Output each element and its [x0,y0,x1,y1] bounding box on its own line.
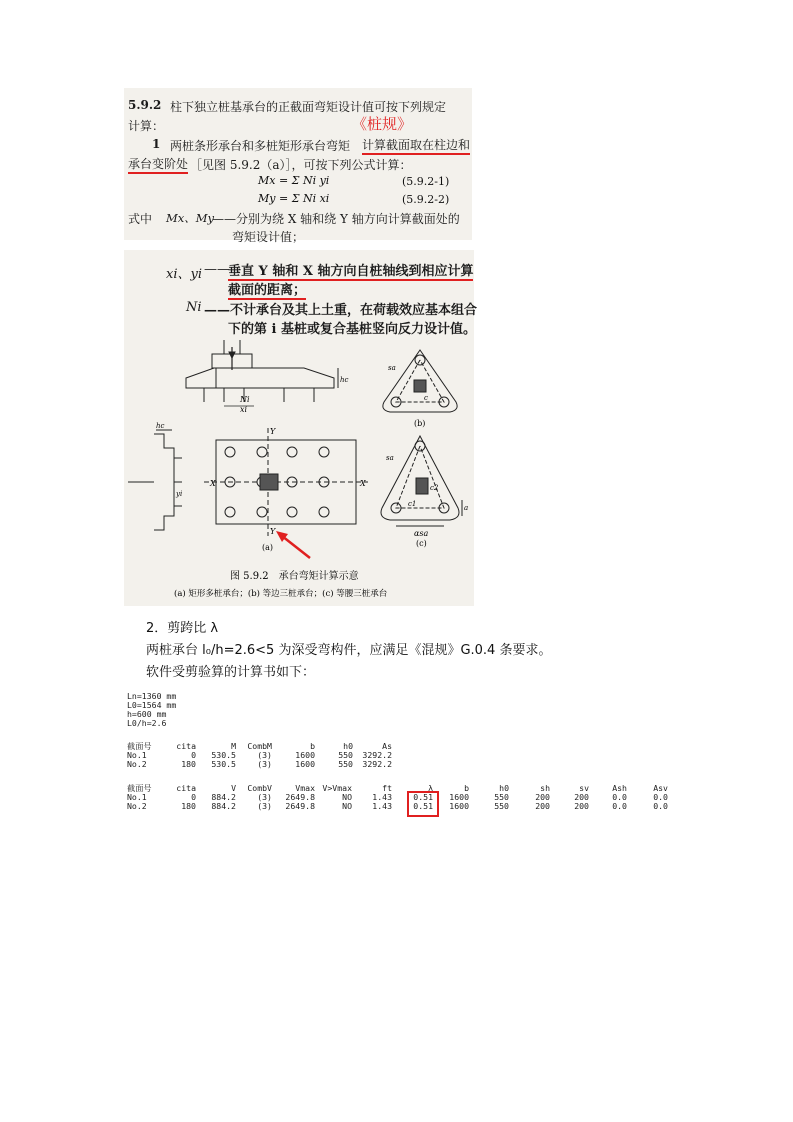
table-header-cell: CombM [247,741,272,751]
item-number: 1 [152,137,161,151]
table-cell: 2649.8 [285,792,315,802]
table-cell: 200 [574,792,589,802]
fig-label-a-c: a [464,504,469,512]
param-h: h=600 mm [127,709,167,719]
section-paragraph-1: 两桩承台 l₀/h=2.6<5 为深受弯构件，应满足《混规》G.0.4 条要求。 [146,643,552,658]
table-cell: 0 [191,750,196,760]
table-header-cell: 截面号 [127,741,152,751]
table-header-cell: cita [176,741,196,751]
table-cell: (3) [257,759,272,769]
table-cell: 0.0 [612,792,627,802]
table-cell: 0.51 [413,792,433,802]
xy-desc-highlight-1: 垂直 Y 轴和 X 轴方向自桩轴线到相应计算 [228,260,473,281]
param-ratio: L0/h=2.6 [127,718,167,728]
table-cell: 180 [181,759,196,769]
fig-label-h0: hc [340,376,349,384]
item-text-highlight-2: 承台变阶处 [128,155,188,174]
fig-label-xi: xi [240,405,248,414]
pile-cap-side-section [128,430,182,530]
param-l0: L0=1564 mm [127,700,177,710]
where-desc-line1: ——分别为绕 X 轴和绕 Y 轴方向计算截面处的 [212,212,460,226]
table-header-cell: cita [176,783,196,793]
equation-2-number: (5.9.2-2) [402,193,450,206]
table-header-cell: b [464,783,469,793]
fig-axis-y-bottom: Y [270,527,276,536]
table-cell: 1600 [295,759,315,769]
param-ln: Ln=1360 mm [127,691,177,701]
fig-label-sa-c: sa [386,454,394,462]
clause-title-line2: 计算： [128,119,165,133]
pile-cap-moment-figure [124,340,474,606]
table-cell: 1600 [295,750,315,760]
table-cell: (3) [257,801,272,811]
fig-label-c1: c1 [408,500,417,508]
table-header-cell: M [231,741,236,751]
table-cell: 3292.2 [362,759,392,769]
table-header-cell: CombV [247,783,272,793]
table-cell: 0.0 [612,801,627,811]
table-header-cell: V>Vmax [322,783,352,793]
table-cell: No.2 [127,759,147,769]
table-cell: 530.5 [211,750,236,760]
pile-cap-plan [204,428,368,536]
table-cell: 1600 [449,792,469,802]
table-header-cell: h0 [499,783,509,793]
fig-label-sa-b: sa [388,364,396,372]
table-cell: 0 [191,792,196,802]
table-cell: 550 [338,750,353,760]
table-header-cell: Vmax [295,783,315,793]
table-header-cell: Ash [612,783,627,793]
where-label: 式中 [128,212,153,226]
table-header-cell: sh [540,783,550,793]
table-header-cell: ft [382,783,392,793]
table-cell: NO [342,801,352,811]
table-cell: 884.2 [211,801,236,811]
fig-label-b: (b) [414,419,426,428]
clause-number: 5.9.2 [128,98,162,112]
table-cell: 200 [535,792,550,802]
table-cell: No.1 [127,792,147,802]
table-header-cell: Asv [653,783,668,793]
table-cell: 1.43 [372,801,392,811]
fig-axis-y-top: Y [270,427,276,436]
where-desc-line2: 弯矩设计值； [232,230,305,244]
table-cell: (3) [257,750,272,760]
table-cell: 3292.2 [362,750,392,760]
lambda-highlight-box [407,791,439,817]
item-text-a: 两桩条形承台和多桩矩形承台弯矩 [170,139,351,153]
equation-2: My = Σ Ni xi [258,192,330,205]
fig-label-yi: yi [176,490,183,498]
xy-vars: xi、yi [166,267,202,282]
table-cell: 0.0 [653,801,668,811]
equation-1-number: (5.9.2-1) [402,175,450,188]
ni-desc-line2: 下的第 i 基桩或复合基桩竖向反力设计值。 [228,322,476,337]
section-heading: 2．剪跨比 λ [146,621,219,636]
figure-subcaption: (a) 矩形多桩承台；(b) 等边三桩承台；(c) 等腰三桩承台 [174,589,388,599]
table-cell: 550 [494,792,509,802]
table-header-cell: b [310,741,315,751]
table-cell: 200 [574,801,589,811]
clause-title-line1: 柱下独立桩基承台的正截面弯矩设计值可按下列规定 [170,100,447,114]
where-vars: Mx、My [166,211,215,225]
table-cell: NO [342,792,352,802]
table-header-cell: As [382,741,392,751]
table-header-cell: 截面号 [127,783,152,793]
fig-label-ni: Ni [240,395,250,404]
xy-desc-highlight-2: 截面的距离； [228,279,306,300]
table-header-cell: h0 [343,741,353,751]
table-cell: 550 [338,759,353,769]
table-header-cell: V [231,783,236,793]
fig-label-c-b: c [424,394,428,402]
table-header-cell: λ [428,783,433,793]
fig-label-asa: αsa [414,529,429,538]
xy-dash: —— [204,262,230,277]
table-cell: (3) [257,792,272,802]
item-text-d: ［见图 5.9.2（a）］，可按下列公式计算： [190,158,412,172]
three-pile-cap-equilateral [383,350,457,412]
table-cell: 884.2 [211,792,236,802]
table-cell: 0.51 [413,801,433,811]
fig-label-c2: c2 [430,484,439,492]
table-cell: 200 [535,801,550,811]
table-cell: No.1 [127,750,147,760]
three-pile-cap-isosceles [381,436,462,526]
table-cell: 1600 [449,801,469,811]
table-header-cell: sv [579,783,589,793]
ni-var: Ni [186,300,202,315]
table-cell: 2649.8 [285,801,315,811]
figure-caption: 图 5.9.2 承台弯矩计算示意 [230,571,359,582]
ni-desc-line1: ——不计承台及其上土重，在荷载效应基本组合 [204,303,478,318]
item-text-highlight-1: 计算截面取在柱边和 [362,136,470,155]
table-cell: 1.43 [372,792,392,802]
section-paragraph-2: 软件受剪验算的计算书如下： [146,665,316,680]
table-cell: 180 [181,801,196,811]
table-cell: 550 [494,801,509,811]
pile-cap-elevation [186,340,338,402]
table-cell: 530.5 [211,759,236,769]
equation-1: Mx = Σ Ni yi [258,174,330,187]
fig-axis-x-right: X [360,479,366,488]
fig-label-a: (a) [262,543,274,552]
red-annotation-note: 《桩规》 [352,115,413,133]
fig-label-hc: hc [156,422,165,430]
table-cell: 0.0 [653,792,668,802]
fig-label-c: (c) [416,539,427,548]
fig-axis-x-left: X [210,479,216,488]
table-cell: No.2 [127,801,147,811]
